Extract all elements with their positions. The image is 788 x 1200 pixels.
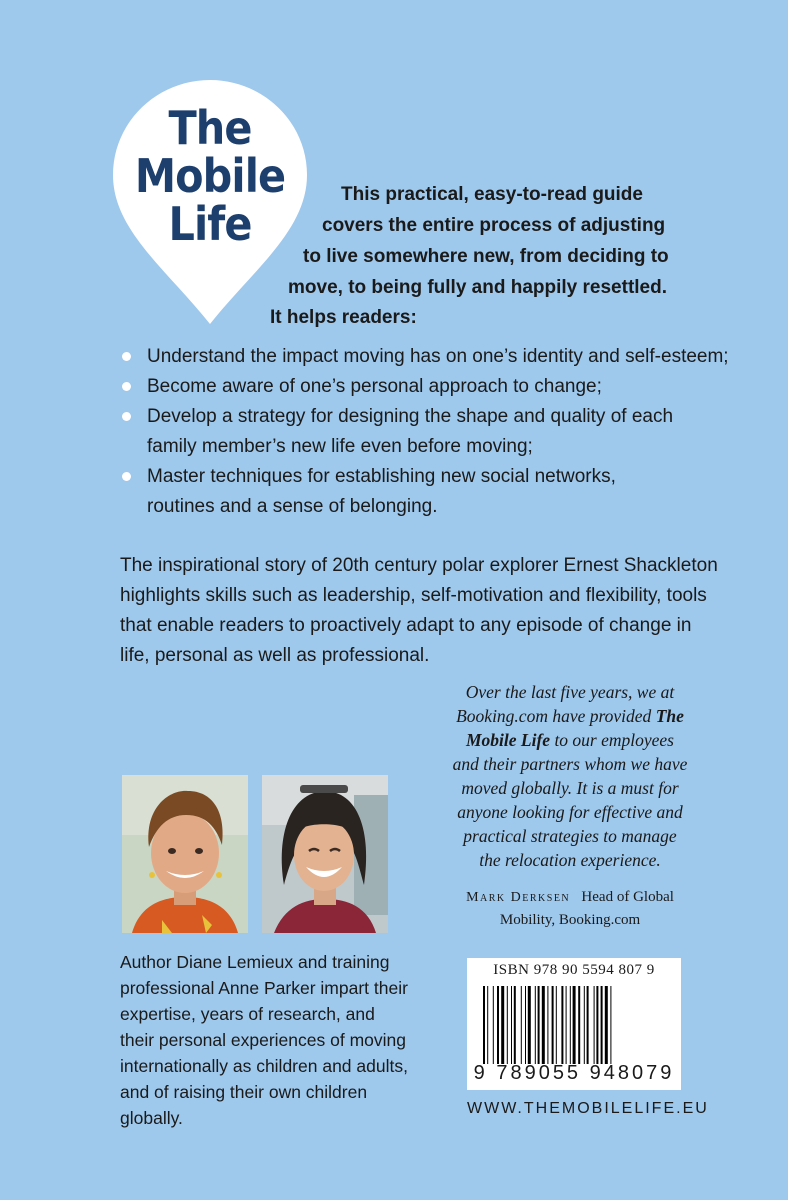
barcode-bar — [521, 986, 522, 1064]
barcode-bar — [525, 986, 526, 1064]
bullet-text: Understand the impact moving has on one’s identity and self-esteem; — [147, 346, 729, 367]
author-photo-diane — [122, 775, 248, 933]
quote-text: Over the last five years, we at Booking.com have provided — [456, 682, 675, 726]
barcode-bar — [493, 986, 494, 1064]
bullet-text: Develop a strategy for designing the shape and quality of each family member’s new life even before moving; — [147, 406, 674, 457]
quote-author-name: Mark Derksen — [466, 890, 571, 905]
barcode-bar — [542, 986, 545, 1064]
isbn-barcode — [467, 958, 681, 1090]
book-title — [123, 101, 298, 251]
barcode-bar — [538, 986, 540, 1064]
website-url: WWW.THEMOBILELIFE.EU — [467, 1100, 709, 1117]
barcode-bar — [497, 986, 499, 1064]
testimonial-attribution — [452, 886, 688, 931]
barcode-bar — [514, 986, 516, 1064]
title-line: Mobile — [134, 149, 286, 203]
list-item — [120, 402, 760, 462]
author-photo-anne — [262, 775, 388, 933]
intro-line: to live somewhere new, from deciding to — [303, 246, 669, 267]
testimonial-quote — [452, 680, 688, 872]
authors-paragraph: Author Diane Lemieux and training professional Anne Parker impart their expertise, years of research, and their personal experiences of moving internationally as children and adults, and of raising their own children globally. — [120, 952, 408, 1128]
barcode-bar — [501, 986, 504, 1064]
bullet-icon — [122, 382, 131, 391]
barcode-bar — [535, 986, 536, 1064]
bullet-icon — [122, 412, 131, 421]
bullet-text: Master techniques for establishing new social networks, routines and a sense of belonging. — [147, 466, 616, 517]
barcode-bar — [570, 986, 571, 1064]
barcode-bar — [547, 986, 548, 1064]
barcode-bar — [552, 986, 554, 1064]
list-item — [120, 372, 760, 402]
barcode-bar — [601, 986, 603, 1064]
barcode-bar — [487, 986, 488, 1064]
isbn-label: ISBN 978 90 5594 807 9 — [493, 962, 655, 978]
barcode-bar — [561, 986, 563, 1064]
barcode-bar — [584, 986, 585, 1064]
quote-book-title: The Mobile Life — [465, 706, 684, 750]
bullet-icon — [122, 472, 131, 481]
quote-text: to our employees and their partners whom we have moved globally. It is a must for anyone looking for effective and practical strategies to manage the relocation experience. — [452, 730, 688, 870]
bullet-text: Become aware of one’s personal approach to change; — [147, 376, 602, 397]
barcode-bar — [594, 986, 595, 1064]
story-paragraph: The inspirational story of 20th century polar explorer Ernest Shackleton highlights skills such as leadership, self-motivation and flexibility, tools that enable readers to proactively adapt to any episode of change in life, personal as well as professional. — [120, 555, 718, 666]
bullet-icon — [122, 352, 131, 361]
barcode-bar — [507, 986, 508, 1064]
title-line: The — [168, 101, 252, 155]
barcode-bar — [587, 986, 589, 1064]
list-item — [120, 342, 760, 372]
barcode-bar — [528, 986, 531, 1064]
barcode-graphic — [481, 986, 667, 1064]
barcode-bar — [596, 986, 598, 1064]
barcode-bar — [556, 986, 557, 1064]
intro-line: This practical, easy-to-read guide — [341, 184, 643, 205]
list-item — [120, 462, 760, 522]
intro-line: It helps readers: — [270, 307, 417, 328]
barcode-number: 9 789055 948079 — [473, 1062, 675, 1084]
title-line: Life — [168, 197, 252, 251]
intro-line: move, to being fully and happily resettled. — [288, 277, 668, 298]
barcode-bar — [578, 986, 580, 1064]
benefits-list — [120, 342, 760, 522]
barcode-bar — [605, 986, 608, 1064]
intro-line: covers the entire process of adjusting — [322, 215, 666, 236]
barcode-bar — [566, 986, 567, 1064]
barcode-bar — [483, 986, 485, 1064]
quote-author-role: Head of Global Mobility, Booking.com — [499, 889, 674, 928]
barcode-bar — [573, 986, 576, 1064]
barcode-bar — [511, 986, 512, 1064]
barcode-bar — [610, 986, 611, 1064]
